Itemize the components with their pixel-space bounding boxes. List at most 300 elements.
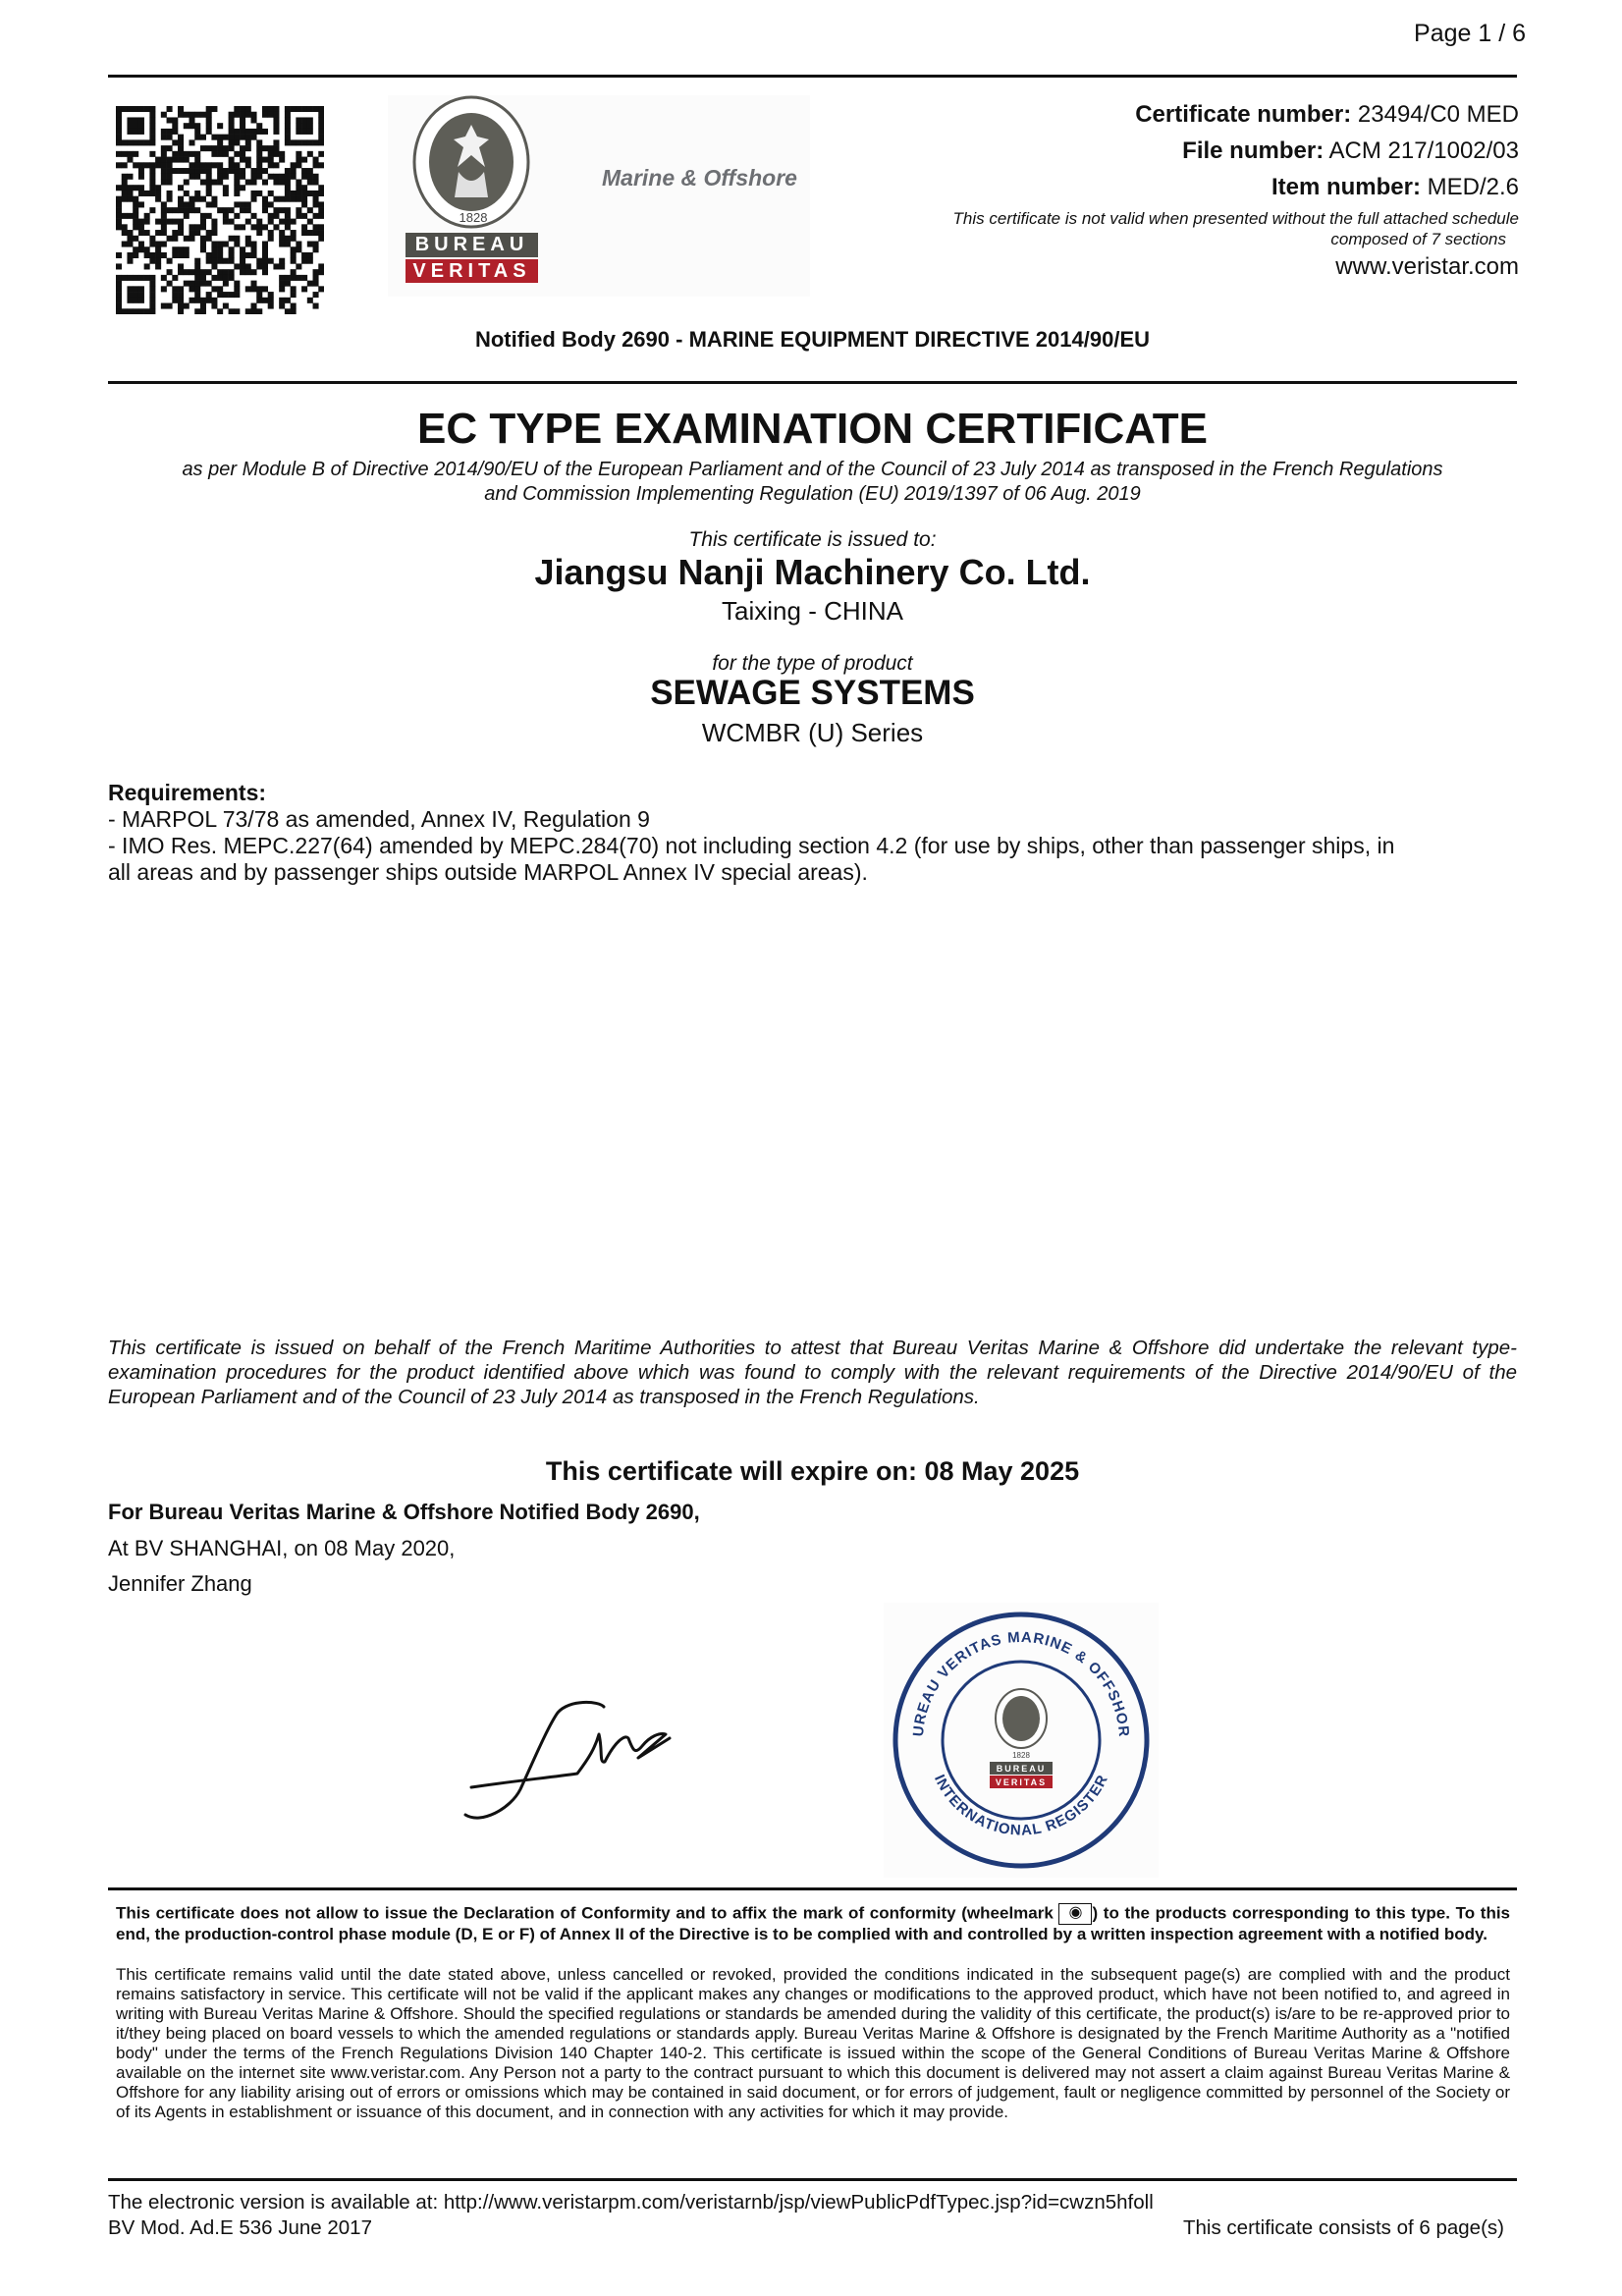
certificate-number	[1135, 101, 1519, 129]
qr-module	[234, 286, 240, 292]
qr-module	[273, 117, 279, 123]
qr-module	[245, 145, 251, 151]
qr-module	[211, 303, 217, 309]
qr-module	[200, 269, 206, 275]
qr-module	[149, 303, 155, 309]
qr-module	[194, 263, 200, 269]
qr-module	[251, 196, 257, 202]
qr-module	[149, 162, 155, 168]
qr-module	[138, 298, 144, 303]
qr-module	[211, 298, 217, 303]
qr-module	[149, 112, 155, 118]
qr-module	[262, 196, 268, 202]
qr-module	[273, 139, 279, 145]
qr-module	[262, 106, 268, 112]
qr-module	[178, 106, 184, 112]
qr-module	[217, 135, 223, 140]
qr-module	[279, 258, 285, 264]
qr-module	[285, 242, 291, 247]
qr-module	[279, 242, 285, 247]
qr-module	[296, 275, 301, 281]
qr-module	[127, 139, 133, 145]
qr-module	[127, 298, 133, 303]
qr-module	[116, 219, 122, 225]
qr-module	[240, 185, 245, 191]
qr-module	[313, 179, 319, 185]
qr-module	[217, 123, 223, 129]
qr-module	[194, 162, 200, 168]
qr-module	[138, 286, 144, 292]
qr-module	[200, 135, 206, 140]
qr-module	[234, 308, 240, 314]
qr-module	[268, 162, 274, 168]
qr-module	[138, 275, 144, 281]
qr-module	[149, 168, 155, 174]
qr-module	[223, 275, 229, 281]
qr-module	[161, 157, 167, 163]
qr-module	[296, 106, 301, 112]
qr-module	[116, 139, 122, 145]
qr-module	[161, 129, 167, 135]
qr-module	[268, 151, 274, 157]
qr-module	[167, 281, 173, 287]
qr-module	[301, 196, 307, 202]
qr-module	[116, 252, 122, 258]
qr-module	[155, 162, 161, 168]
qr-module	[240, 106, 245, 112]
qr-module	[234, 162, 240, 168]
qr-module	[178, 308, 184, 314]
qr-module	[133, 201, 138, 207]
qr-module	[285, 298, 291, 303]
qr-code-graphic	[116, 106, 324, 314]
qr-module	[161, 135, 167, 140]
qr-module	[256, 151, 262, 157]
qr-module	[122, 242, 128, 247]
qr-module	[229, 168, 235, 174]
qr-module	[279, 281, 285, 287]
qr-module	[133, 207, 138, 213]
qr-module	[262, 179, 268, 185]
qr-module	[161, 207, 167, 213]
qr-module	[279, 207, 285, 213]
qr-module	[127, 191, 133, 196]
qr-module	[138, 185, 144, 191]
qr-module	[318, 151, 324, 157]
qr-module	[279, 196, 285, 202]
qr-module	[138, 174, 144, 180]
qr-module	[127, 185, 133, 191]
qr-module	[256, 224, 262, 230]
qr-module	[296, 123, 301, 129]
qr-module	[133, 224, 138, 230]
qr-module	[240, 151, 245, 157]
qr-module	[301, 191, 307, 196]
qr-module	[285, 281, 291, 287]
qr-module	[167, 157, 173, 163]
qr-module	[206, 236, 212, 242]
qr-module	[268, 145, 274, 151]
certificate-qr-code	[116, 106, 324, 314]
qr-module	[167, 117, 173, 123]
qr-module	[229, 258, 235, 264]
qr-module	[172, 298, 178, 303]
qr-module	[172, 117, 178, 123]
qr-module	[245, 139, 251, 145]
qr-module	[296, 246, 301, 252]
qr-module	[240, 112, 245, 118]
qr-module	[189, 201, 194, 207]
qr-module	[234, 151, 240, 157]
qr-module	[200, 168, 206, 174]
qr-module	[301, 275, 307, 281]
qr-module	[307, 219, 313, 225]
qr-module	[223, 213, 229, 219]
qr-module	[285, 275, 291, 281]
qr-module	[217, 139, 223, 145]
qr-module	[229, 308, 235, 314]
qr-module	[155, 258, 161, 264]
qr-module	[133, 185, 138, 191]
qr-module	[240, 201, 245, 207]
logo-year: 1828	[459, 210, 488, 225]
qr-module	[184, 151, 189, 157]
qr-module	[285, 224, 291, 230]
qr-module	[318, 269, 324, 275]
qr-module	[256, 191, 262, 196]
qr-module	[217, 275, 223, 281]
product-type-label: for the type of product	[712, 652, 913, 675]
qr-module	[194, 286, 200, 292]
qr-module	[256, 230, 262, 236]
qr-module	[172, 123, 178, 129]
qr-module	[133, 151, 138, 157]
qr-module	[161, 201, 167, 207]
qr-module	[127, 123, 133, 129]
qr-module	[211, 162, 217, 168]
qr-module	[122, 151, 128, 157]
qr-module	[116, 213, 122, 219]
qr-module	[229, 292, 235, 298]
qr-module	[223, 185, 229, 191]
qr-module	[206, 145, 212, 151]
qr-module	[133, 117, 138, 123]
qr-module	[194, 191, 200, 196]
qr-module	[291, 191, 297, 196]
qr-module	[116, 263, 122, 269]
qr-module	[149, 151, 155, 157]
certificate-number-label: Certificate number:	[1135, 101, 1352, 128]
qr-module	[279, 298, 285, 303]
qr-module	[178, 292, 184, 298]
qr-module	[127, 117, 133, 123]
qr-module	[268, 303, 274, 309]
qr-module	[234, 236, 240, 242]
qr-module	[307, 117, 313, 123]
qr-module	[167, 191, 173, 196]
qr-module	[200, 213, 206, 219]
qr-module	[313, 246, 319, 252]
qr-module	[178, 157, 184, 163]
qr-module	[127, 230, 133, 236]
company-location: Taixing - CHINA	[722, 596, 903, 626]
logo-division-text: Marine & Offshore	[602, 165, 797, 191]
qr-module	[133, 286, 138, 292]
page-count: This certificate consists of 6 page(s)	[1183, 2216, 1504, 2239]
logo-band-veritas: VERITAS	[412, 260, 531, 282]
qr-module	[189, 196, 194, 202]
qr-module	[189, 112, 194, 118]
qr-module	[116, 162, 122, 168]
qr-module	[262, 252, 268, 258]
qr-module	[245, 269, 251, 275]
qr-module	[262, 298, 268, 303]
qr-module	[223, 219, 229, 225]
qr-module	[149, 286, 155, 292]
qr-module	[251, 168, 257, 174]
qr-module	[229, 269, 235, 275]
qr-module	[318, 213, 324, 219]
qr-module	[172, 286, 178, 292]
qr-module	[206, 162, 212, 168]
qr-module	[217, 292, 223, 298]
qr-module	[268, 219, 274, 225]
qr-module	[178, 201, 184, 207]
qr-module	[172, 139, 178, 145]
qr-module	[318, 224, 324, 230]
qr-module	[167, 106, 173, 112]
qr-module	[116, 151, 122, 157]
qr-module	[133, 196, 138, 202]
qr-module	[318, 191, 324, 196]
qr-module	[240, 252, 245, 258]
qr-module	[178, 252, 184, 258]
qr-module	[229, 123, 235, 129]
qr-module	[172, 168, 178, 174]
qr-module	[285, 174, 291, 180]
qr-module	[217, 286, 223, 292]
qr-module	[211, 224, 217, 230]
qr-module	[194, 230, 200, 236]
qr-module	[161, 224, 167, 230]
qr-module	[200, 275, 206, 281]
qr-module	[285, 236, 291, 242]
qr-module	[172, 219, 178, 225]
qr-module	[296, 179, 301, 185]
qr-module	[240, 117, 245, 123]
qr-module	[273, 174, 279, 180]
qr-module	[161, 219, 167, 225]
qr-module	[211, 106, 217, 112]
qr-module	[223, 135, 229, 140]
qr-module	[206, 106, 212, 112]
qr-module	[189, 236, 194, 242]
qr-module	[273, 123, 279, 129]
qr-module	[273, 145, 279, 151]
qr-module	[149, 308, 155, 314]
qr-module	[301, 201, 307, 207]
qr-module	[285, 179, 291, 185]
official-stamp	[884, 1603, 1159, 1878]
qr-module	[318, 207, 324, 213]
footer-top-rule	[108, 1887, 1517, 1890]
qr-module	[301, 213, 307, 219]
qr-module	[194, 168, 200, 174]
qr-module	[116, 207, 122, 213]
qr-module	[291, 308, 297, 314]
top-rule	[108, 75, 1517, 78]
qr-module	[229, 112, 235, 118]
qr-module	[229, 117, 235, 123]
qr-module	[245, 286, 251, 292]
qr-module	[194, 112, 200, 118]
qr-module	[200, 308, 206, 314]
qr-module	[291, 269, 297, 275]
qr-module	[291, 162, 297, 168]
qr-module	[285, 207, 291, 213]
qr-module	[167, 207, 173, 213]
qr-module	[285, 123, 291, 129]
qr-module	[184, 168, 189, 174]
qr-module	[144, 213, 150, 219]
qr-module	[268, 298, 274, 303]
qr-module	[234, 201, 240, 207]
stamp-ring-top-text: UREAU VERITAS MARINE & OFFSHOR	[909, 1628, 1133, 1738]
qr-module	[296, 213, 301, 219]
qr-module	[245, 157, 251, 163]
qr-module	[240, 174, 245, 180]
qr-module	[291, 246, 297, 252]
qr-module	[178, 219, 184, 225]
qr-module	[279, 236, 285, 242]
qr-module	[184, 246, 189, 252]
qr-module	[116, 129, 122, 135]
qr-module	[127, 275, 133, 281]
qr-module	[318, 162, 324, 168]
qr-module	[313, 196, 319, 202]
qr-module	[149, 298, 155, 303]
qr-module	[211, 230, 217, 236]
qr-module	[301, 174, 307, 180]
qr-module	[127, 242, 133, 247]
qr-module	[149, 123, 155, 129]
qr-module	[178, 303, 184, 309]
qr-module	[155, 157, 161, 163]
qr-module	[234, 281, 240, 287]
qr-module	[138, 191, 144, 196]
qr-module	[149, 236, 155, 242]
qr-module	[256, 157, 262, 163]
qr-module	[262, 269, 268, 275]
qr-module	[144, 275, 150, 281]
item-number	[1271, 174, 1519, 201]
qr-module	[127, 106, 133, 112]
expiry-statement: This certificate will expire on: 08 May 2025	[545, 1456, 1080, 1486]
qr-module	[178, 207, 184, 213]
qr-module	[296, 191, 301, 196]
qr-module	[240, 246, 245, 252]
qr-module	[122, 191, 128, 196]
qr-module	[161, 174, 167, 180]
qr-module	[285, 168, 291, 174]
qr-module	[256, 308, 262, 314]
qr-module	[251, 252, 257, 258]
qr-module	[211, 219, 217, 225]
qr-module	[279, 286, 285, 292]
qr-module	[149, 281, 155, 287]
qr-module	[116, 135, 122, 140]
conformity-notice-part2: ) to the products corresponding to this type. To this end, the production-control phase module (D, E or F) of Annex II of the Directive is to be complied with and controlled by a written inspection agreement with a notified body.	[116, 1903, 1511, 1943]
qr-module	[138, 129, 144, 135]
qr-module	[178, 269, 184, 275]
qr-module	[184, 252, 189, 258]
qr-module	[240, 145, 245, 151]
qr-module	[178, 298, 184, 303]
qr-module	[161, 145, 167, 151]
page-indicator: Page 1 / 6	[1414, 20, 1526, 47]
qr-module	[155, 219, 161, 225]
qr-module	[138, 246, 144, 252]
qr-module	[240, 157, 245, 163]
qr-module	[251, 224, 257, 230]
qr-module	[301, 224, 307, 230]
qr-module	[211, 201, 217, 207]
qr-module	[256, 258, 262, 264]
file-number	[1182, 137, 1519, 165]
qr-module	[194, 292, 200, 298]
qr-module	[127, 129, 133, 135]
qr-module	[307, 258, 313, 264]
electronic-version-link[interactable]: The electronic version is available at: http://www.veristarpm.com/veristarnb/jsp/viewPublicPdfTypec.jsp?id=cwzn5hfoll	[108, 2191, 1154, 2214]
certificate-number-value: 23494/C0 MED	[1357, 101, 1519, 128]
qr-module	[189, 123, 194, 129]
qr-module	[200, 219, 206, 225]
qr-module	[285, 185, 291, 191]
qr-module	[116, 224, 122, 230]
qr-module	[206, 269, 212, 275]
qr-module	[178, 135, 184, 140]
qr-module	[194, 258, 200, 264]
qr-module	[172, 207, 178, 213]
qr-module	[217, 252, 223, 258]
qr-module	[229, 135, 235, 140]
qr-module	[245, 263, 251, 269]
qr-module	[223, 258, 229, 264]
qr-module	[229, 207, 235, 213]
qr-module	[184, 179, 189, 185]
qr-module	[291, 252, 297, 258]
website: www.veristar.com	[1335, 253, 1519, 280]
file-number-label: File number:	[1182, 137, 1325, 164]
requirement-item: all areas and by passenger ships outside MARPOL Annex IV special areas).	[108, 859, 868, 885]
title-subline-1: as per Module B of Directive 2014/90/EU of the European Parliament and of the Council of 23 July 2014 as transposed in the French Regulations	[182, 459, 1443, 480]
qr-module	[229, 162, 235, 168]
qr-module	[307, 179, 313, 185]
qr-module	[161, 286, 167, 292]
qr-module	[251, 286, 257, 292]
qr-module	[127, 308, 133, 314]
qr-module	[268, 213, 274, 219]
qr-module	[234, 168, 240, 174]
item-number-value: MED/2.6	[1427, 174, 1519, 200]
qr-module	[285, 129, 291, 135]
qr-module	[155, 191, 161, 196]
qr-module	[245, 112, 251, 118]
qr-module	[234, 112, 240, 118]
qr-module	[206, 281, 212, 287]
qr-module	[122, 179, 128, 185]
qr-module	[285, 191, 291, 196]
